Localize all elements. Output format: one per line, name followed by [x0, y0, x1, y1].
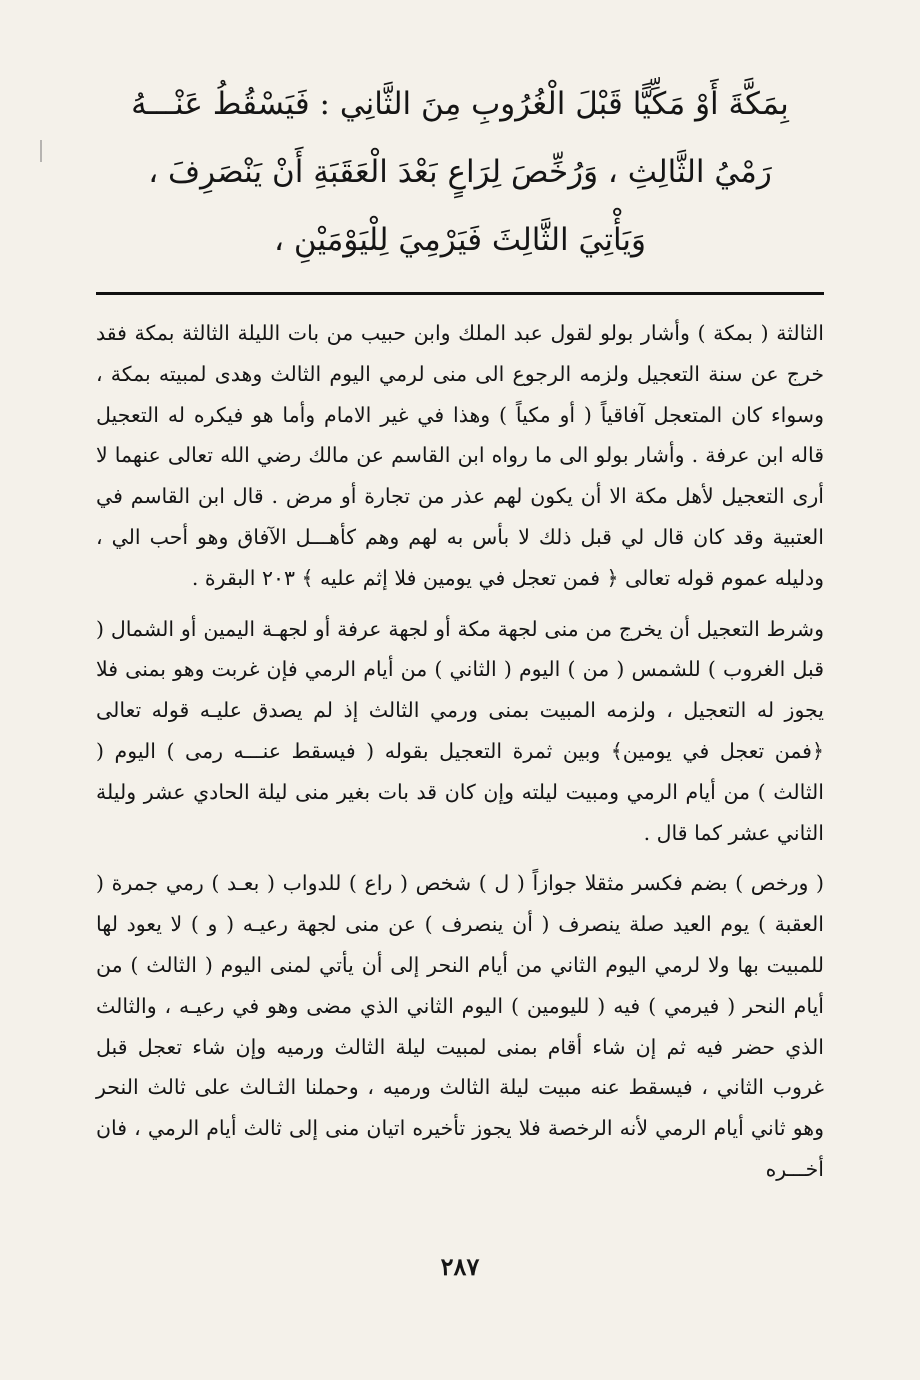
commentary-paragraph-3: ( ورخص ) بضم فكسر مثقلا جوازاً ( ل ) شخص ( راع ) للدواب ( بعـد ) رمي جمرة ( العقبة ) يوم العيد صلة ينصرف ( أن ينصرف ) عن منى لجهة رعيـه ( و ) لا يعود لها للمبيت بها ولا لرمي اليوم الثاني من أيام النحر إلى أن يأتي لمنى اليوم ( الثالث ) من أيام النحر ( فيرمي ) فيه ( لليومين ) اليوم الثاني الذي مضى وهو في رعيـه ، والثالث الذي حضر فيه ثم إن شاء أقام بمنى لمبيت ليلة الثالث ورميه وإن شاء تعجل قبل غروب الثاني ، فيسقط عنه مبيت ليلة الثالث ورميه ، وحملنا الثـالث على ثالث النحر وهو ثاني أيام الرمي لأنه الرخصة فلا يجوز تأخيره اتيان منى إلى ثالث أيام الرمي ، فان أخـــره [96, 871, 824, 1181]
separator-rule [96, 292, 824, 295]
matn-line-3: وَيَأْتِيَ الثَّالِثَ فَيَرْمِيَ لِلْيَوْمَيْنِ ، [273, 222, 647, 258]
matn-block [96, 70, 824, 274]
matn-line-2: رَمْيُ الثَّالِثِ ، وَرُخِّصَ لِرَاعٍ بَعْدَ الْعَقَبَةِ أَنْ يَنْصَرِفَ ، [148, 154, 772, 190]
scan-mark [40, 140, 42, 162]
page-number: ٢٨٧ [440, 1252, 480, 1281]
commentary-paragraph-1: الثالثة ( بمكة ) وأشار بولو لقول عبد الملك وابن حبيب من بات الليلة الثالثة بمكة فقد خرج عن سنة التعجيل ولزمه الرجوع الى منى لرمي اليوم الثالث وهدى لمبيته بمكة ، وسواء كان المتعجل آفاقياً ( أو مكياً ) وهذا في غير الامام وأما هو فيكره له التعجيل قاله ابن عرفة . وأشار بولو الى ما رواه ابن القاسم عن مالك رضي الله تعالى عنهما لا أرى التعجيل لأهل مكة الا أن يكون لهم عذر من تجارة أو مرض . قال ابن القاسم في العتبية وقد كان قال لي قبل ذلك لا بأس به لهم وهم كأهـــل الآفاق وهو أحب الي ، ودليله عموم قوله تعالى ﴿ فمن تعجل في يومين فلا إثم عليه ﴾ ٢٠٣ البقرة . [96, 321, 824, 590]
commentary-block [96, 313, 824, 1190]
commentary-paragraph-2: وشرط التعجيل أن يخرج من منى لجهة مكة أو لجهة عرفة أو لجهـة اليمين أو الشمال ( قبل الغروب ) للشمس ( من ) اليوم ( الثاني ) من أيام الرمي فإن غربت وهو بمنى فلا يجوز له التعجيل ، ولزمه المبيت بمنى ورمي الثالث إذ لم يصدق عليـه قوله تعالى ﴿فمن تعجل في يومين﴾ وبين ثمرة التعجيل بقوله ( فيسقط عنـــه رمى ) اليوم ( الثالث ) من أيام الرمي ومبيت ليلته وإن كان قد بات بغير منى ليلة الحادي عشر وليلة الثاني عشر كما قال . [96, 616, 824, 845]
matn-line-1: بِمَكَّةَ أَوْ مَكِّيًّا قَبْلَ الْغُرُوبِ مِنَ الثَّانِي : فَيَسْقُطُ عَنْـــهُ [131, 86, 789, 122]
